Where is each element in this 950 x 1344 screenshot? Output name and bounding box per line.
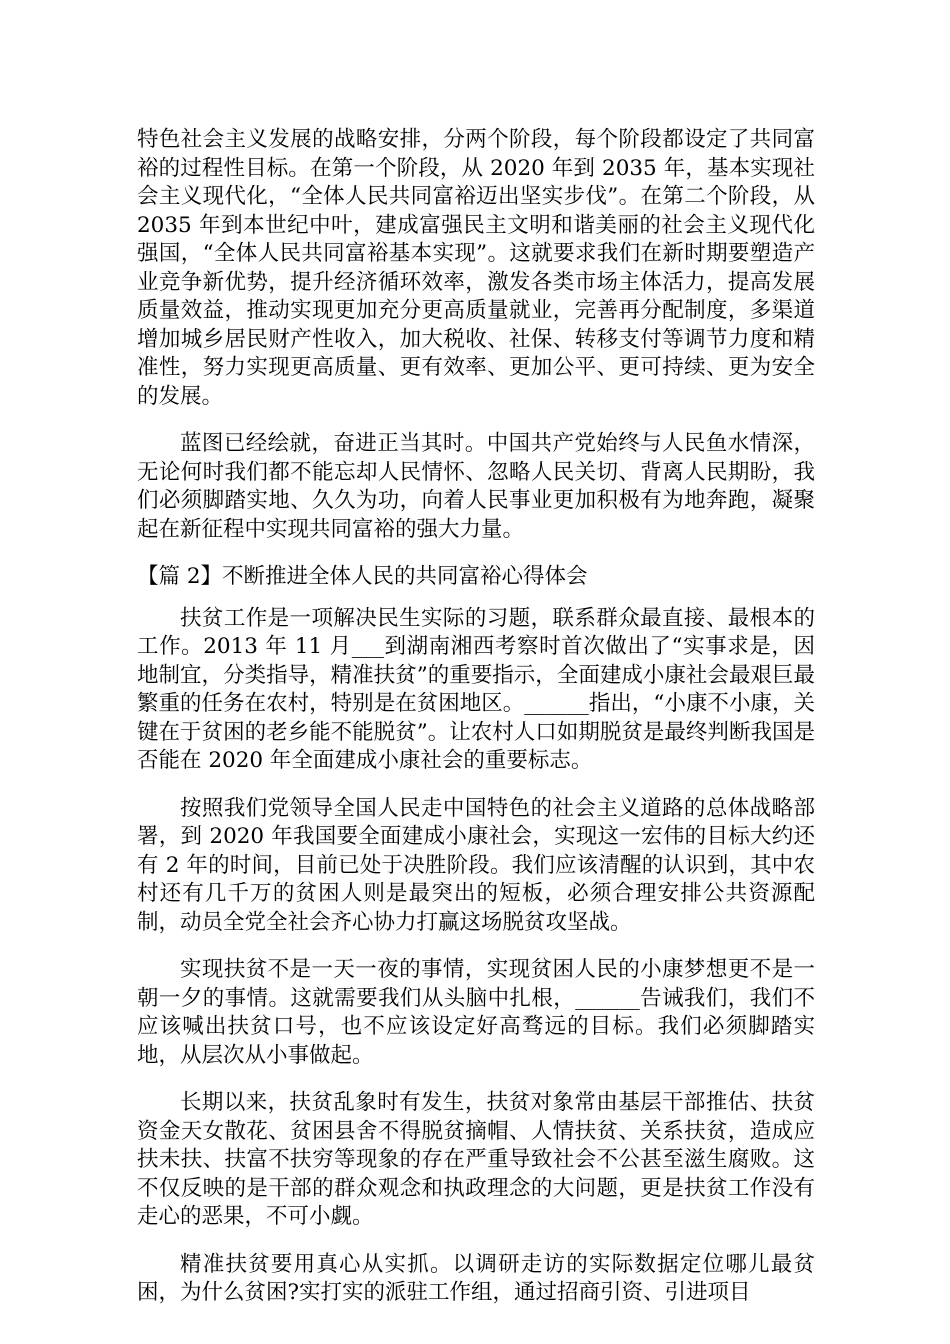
body-paragraph-1: 特色社会主义发展的战略安排，分两个阶段，每个阶段都设定了共同富裕的过程性目标。在第一个阶段，从 2020 年到 2035 年，基本实现社会主义现代化，“全体人民共同富裕迈出坚实步伐”。在第二个阶段，从 2035 年到本世纪中叶，建成富强民主文明和谐美丽的社会主义现代化强国，“全体人民共同富裕基本实现”。这就要求我们在新时期要塑造产业竞争新优势，提升经济循环效率，激发各类市场主体活力，提高发展质量效益，推动实现更加充分更高质量就业，完善再分配制度，多渠道增加城乡居民财产性收入，加大税收、社保、转移支付等调节力度和精准性，努力实现更高质量、更有效率、更加公平、更可持续、更为安全的发展。 <box>137 127 815 409</box>
body-paragraph-5: 实现扶贫不是一天一夜的事情，实现贫困人民的小康梦想更不是一朝一夕的事情。这就需要我们从头脑中扎根，______告诫我们，我们不应该喊出扶贫口号，也不应该设定好高骛远的目标。我们必须脚踏实地，从层次从小事做起。 <box>137 957 815 1068</box>
body-paragraph-3: 扶贫工作是一项解决民生实际的习题，联系群众最直接、最根本的工作。2013 年 11 月___到湖南湘西考察时首次做出了“实事求是，因地制宜，分类指导，精准扶贫”的重要指示，全面建成小康社会最艰巨最繁重的任务在农村，特别是在贫困地区。______指出，“小康不小康，关键在于贫困的老乡能不能脱贫”。让农村人口如期脱贫是最终判断我国是否能在 2020 年全面建成小康社会的重要标志。 <box>137 605 815 773</box>
document-page <box>137 126 815 1327</box>
body-paragraph-2: 蓝图已经绘就，奋进正当其时。中国共产党始终与人民鱼水情深，无论何时我们都不能忘却人民情怀、忽略人民关切、背离人民期盼，我们必须脚踏实地、久久为功，向着人民事业更加积极有为地奔跑，凝聚起在新征程中实现共同富裕的强大力量。 <box>137 431 815 542</box>
body-paragraph-6: 长期以来，扶贫乱象时有发生，扶贫对象常由基层干部推估、扶贫资金天女散花、贫困县舍不得脱贫摘帽、人情扶贫、关系扶贫，造成应扶未扶、扶富不扶穷等现象的存在严重导致社会不公甚至滋生腐败。这不仅反映的是干部的群众观念和执政理念的大问题，更是扶贫工作没有走心的恶果，不可小觑。 <box>137 1090 815 1229</box>
body-paragraph-4: 按照我们党领导全国人民走中国特色的社会主义道路的总体战略部署，到 2020 年我国要全面建成小康社会，实现这一宏伟的目标大约还有 2 年的时间，目前已处于决胜阶段。我们应该清醒的认识到，其中农村还有几千万的贫困人则是最突出的短板，必须合理安排公共资源配制，动员全党全社会齐心协力打赢这场脱贫攻坚战。 <box>137 795 815 935</box>
section-heading: 【篇 2】不断推进全体人民的共同富裕心得体会 <box>137 564 588 589</box>
body-paragraph-7: 精准扶贫要用真心从实抓。以调研走访的实际数据定位哪儿最贫困，为什么贫困?实打实的派驻工作组，通过招商引资、引进项目 <box>137 1251 815 1305</box>
